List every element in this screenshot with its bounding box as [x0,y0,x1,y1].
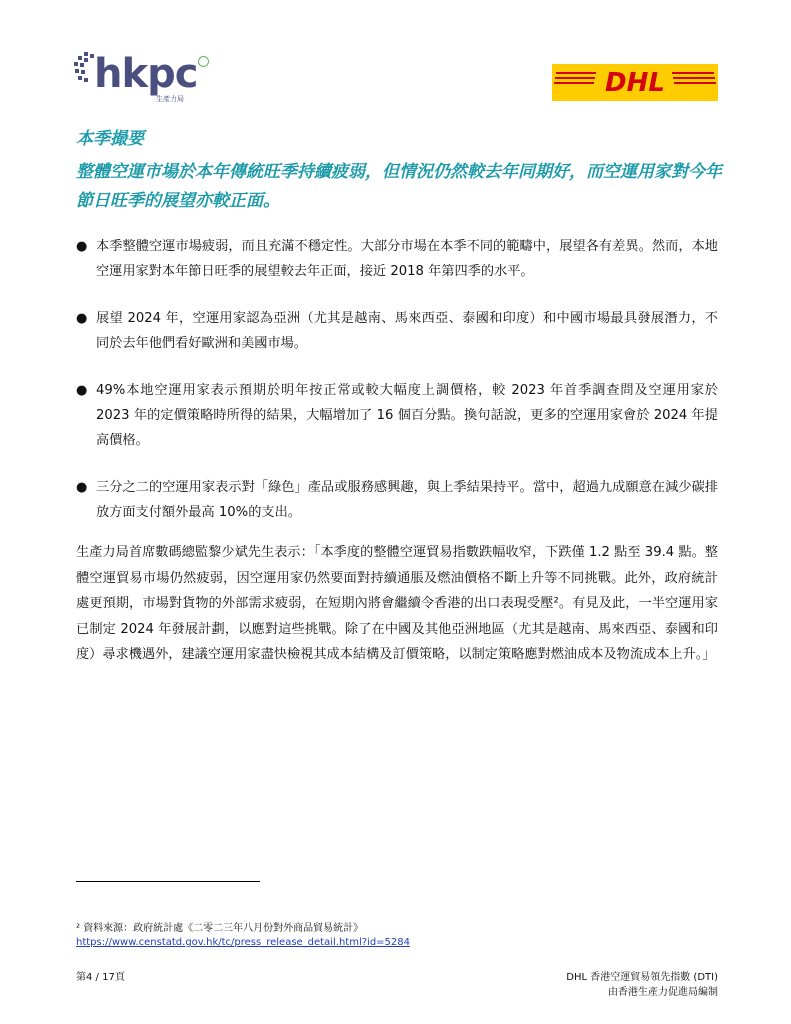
bullet-icon: ● [76,239,88,254]
bullet-icon: ● [76,311,88,326]
quote-paragraph: 生產力局首席數碼總監黎少斌先生表示：「本季度的整體空運貿易指數跌幅收窄，下跌僅 1.2 點至 39.4 點。整體空運貿易市場仍然疲弱，因空運用家仍然要面對持續通脹及燃油價格不斷上升等不同挑戰。此外，政府統計處更預期，市場對貨物的外部需求疲弱，在短期內將會繼續令香港的出口表現受壓²。有見及此，一半空運用家已制定 2024 年發展計劃，以應對這些挑戰。除了在中國及其他亞洲地區（尤其是越南、馬來西亞、泰國和印度）尋求機遇外，建議空運用家盡快檢視其成本結構及訂價策略，以制定策略應對燃油成本及物流成本上升。」 [76,545,718,662]
footer-title: DHL 香港空運貿易領先指數 (DTI) [566,972,718,983]
headline: 整體空運市場於本年傳統旺季持續疲弱，但情況仍然較去年同期好，而空運用家對今年節日旺季的展望亦較正面。 [76,162,722,211]
footnote-link[interactable]: https://www.censtatd.gov.hk/tc/press_release_detail.html?id=5284 [76,937,411,948]
hkpc-wordmark: hkpc [94,51,198,97]
dhl-wordmark-icon [552,64,718,101]
bullet-text: 展望 2024 年，空運用家認為亞洲（尤其是越南、馬來西亞、泰國和印度）和中國市場最具發展潛力，不同於去年他們看好歐洲和美國市場。 [96,311,718,351]
bullet-text: 本季整體空運市場疲弱，而且充滿不穩定性。大部分市場在本季不同的範疇中，展望各有差異。然而，本地空運用家對本年節日旺季的展望較去年正面，接近 2018 年第四季的水平。 [96,239,718,279]
footer-publisher: 由香港生產力促進局編制 [608,987,718,998]
bullet-text: 49%本地空運用家表示預期於明年按正常或較大幅度上調價格，較 2023 年首季調查問及空運用家於 2023 年的定價策略時所得的結果，大幅增加了 16 個百分點。換句話說，更多的空運用家會於 2024 年提高價格。 [96,383,718,448]
page-number: 第4 / 17頁 [76,972,125,983]
registered-icon [198,56,209,67]
dhl-text: DHL [605,68,665,98]
footnote-text: ² 資料來源：政府統計處《二零二三年八月份對外商品貿易統計》 [76,923,364,934]
list-item [76,378,718,453]
bullet-icon: ● [76,383,88,398]
list-item [76,475,718,525]
bullet-text: 三分之二的空運用家表示對「綠色」產品或服務感興趣，與上季結果持平。當中，超過九成願意在減少碳排放方面支付額外最高 10%的支出。 [96,480,718,520]
list-item [76,306,718,356]
bullet-icon: ● [76,480,88,495]
list-item [76,234,718,284]
dhl-logo [552,64,718,101]
section-title: 本季撮要 [76,129,144,149]
footnote-divider [76,881,260,882]
hkpc-subtitle: 生產力局 [156,95,184,103]
hkpc-logo [72,50,212,108]
bullet-list [76,234,718,547]
